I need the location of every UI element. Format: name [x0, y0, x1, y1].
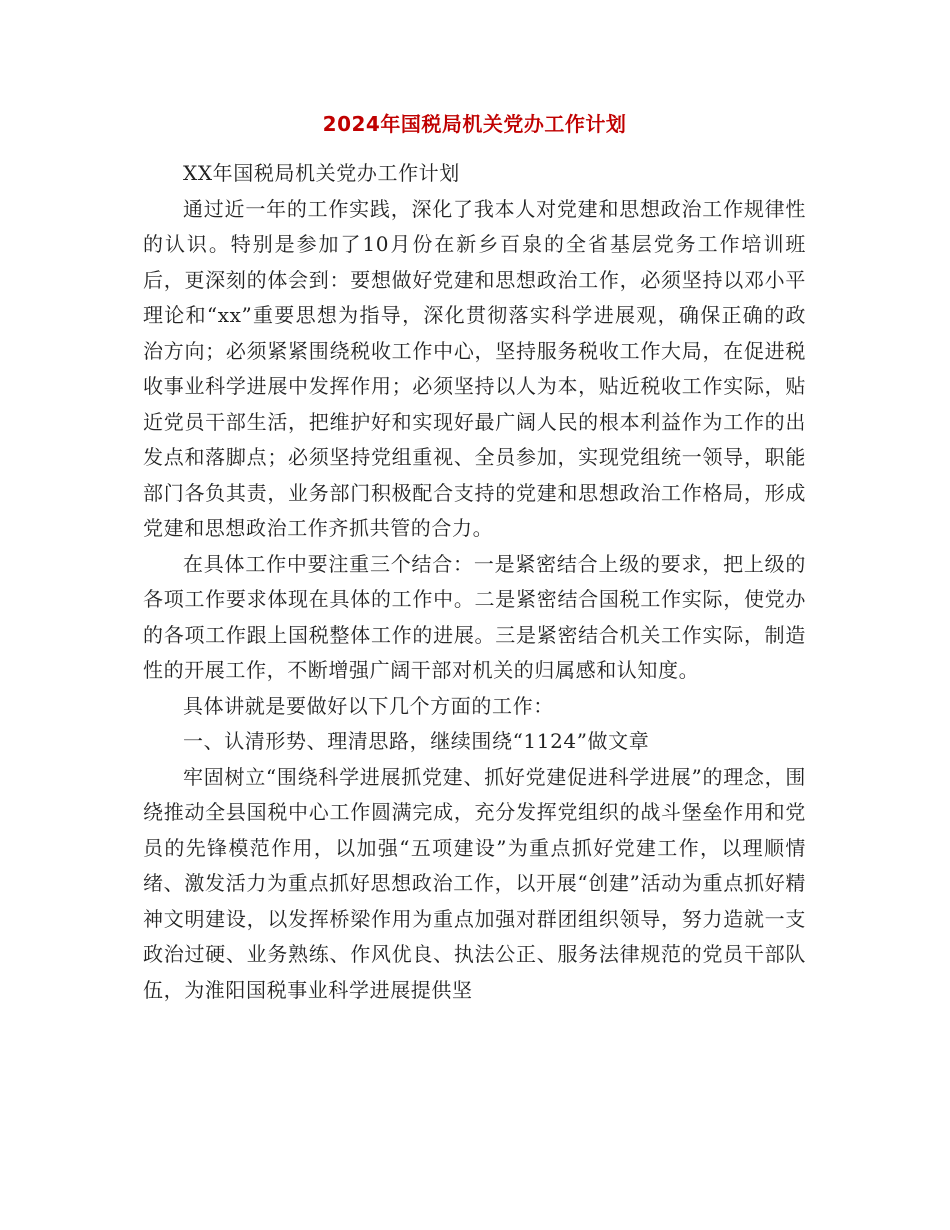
section-heading: 一、认清形势、理清思路，继续围绕“1124”做文章 — [183, 729, 650, 753]
subtitle-paragraph: XX年国税局机关党办工作计划 — [183, 161, 460, 185]
document-title: 2024年国税局机关党办工作计划 — [322, 112, 627, 136]
body-paragraph: 通过近一年的工作实践，深化了我本人对党建和思想政治工作规律性的认识。特别是参加了10月份在新乡百泉的全省基层党务工作培训班后，更深刻的体会到：要想做好党建和思想政治工作，必须坚持以邓小平理论和“xx”重要思想为指导，深化贯彻落实科学进展观，确保正确的政治方向；必须紧紧围绕税收工作中心，坚持服务税收工作大局，在促进税收事业科学进展中发挥作用；必须坚持以人为本，贴近税收工作实际，贴近党员干部生活，把维护好和实现好最广阔人民的根本利益作为工作的出发点和落脚点；必须坚持党组重视、全员参加，实现党组统一领导，职能部门各负其责，业务部门积极配合支持的党建和思想政治工作格局，形成党建和思想政治工作齐抓共管的合力。 — [143, 196, 806, 540]
body-paragraph: 在具体工作中要注重三个结合：一是紧密结合上级的要求，把上级的各项工作要求体现在具体的工作中。二是紧密结合国税工作实际，使党办的各项工作跟上国税整体工作的进展。三是紧密结合机关工作实际，制造性的开展工作，不断增强广阔干部对机关的归属感和认知度。 — [143, 551, 806, 682]
body-paragraph: 具体讲就是要做好以下几个方面的工作： — [183, 693, 554, 718]
body-paragraph: 牢固树立“围绕科学进展抓党建、抓好党建促进科学进展”的理念，围绕推动全县国税中心工作圆满完成，充分发挥党组织的战斗堡垒作用和党员的先锋模范作用，以加强“五项建设”为重点抓好党建工作，以理顺情绪、激发活力为重点抓好思想政治工作，以开展“创建”活动为重点抓好精神文明建设，以发挥桥梁作用为重点加强对群团组织领导，努力造就一支政治过硬、业务熟练、作风优良、执法公正、服务法律规范的党员干部队伍，为淮阳国税事业科学进展提供坚 — [143, 764, 806, 1002]
